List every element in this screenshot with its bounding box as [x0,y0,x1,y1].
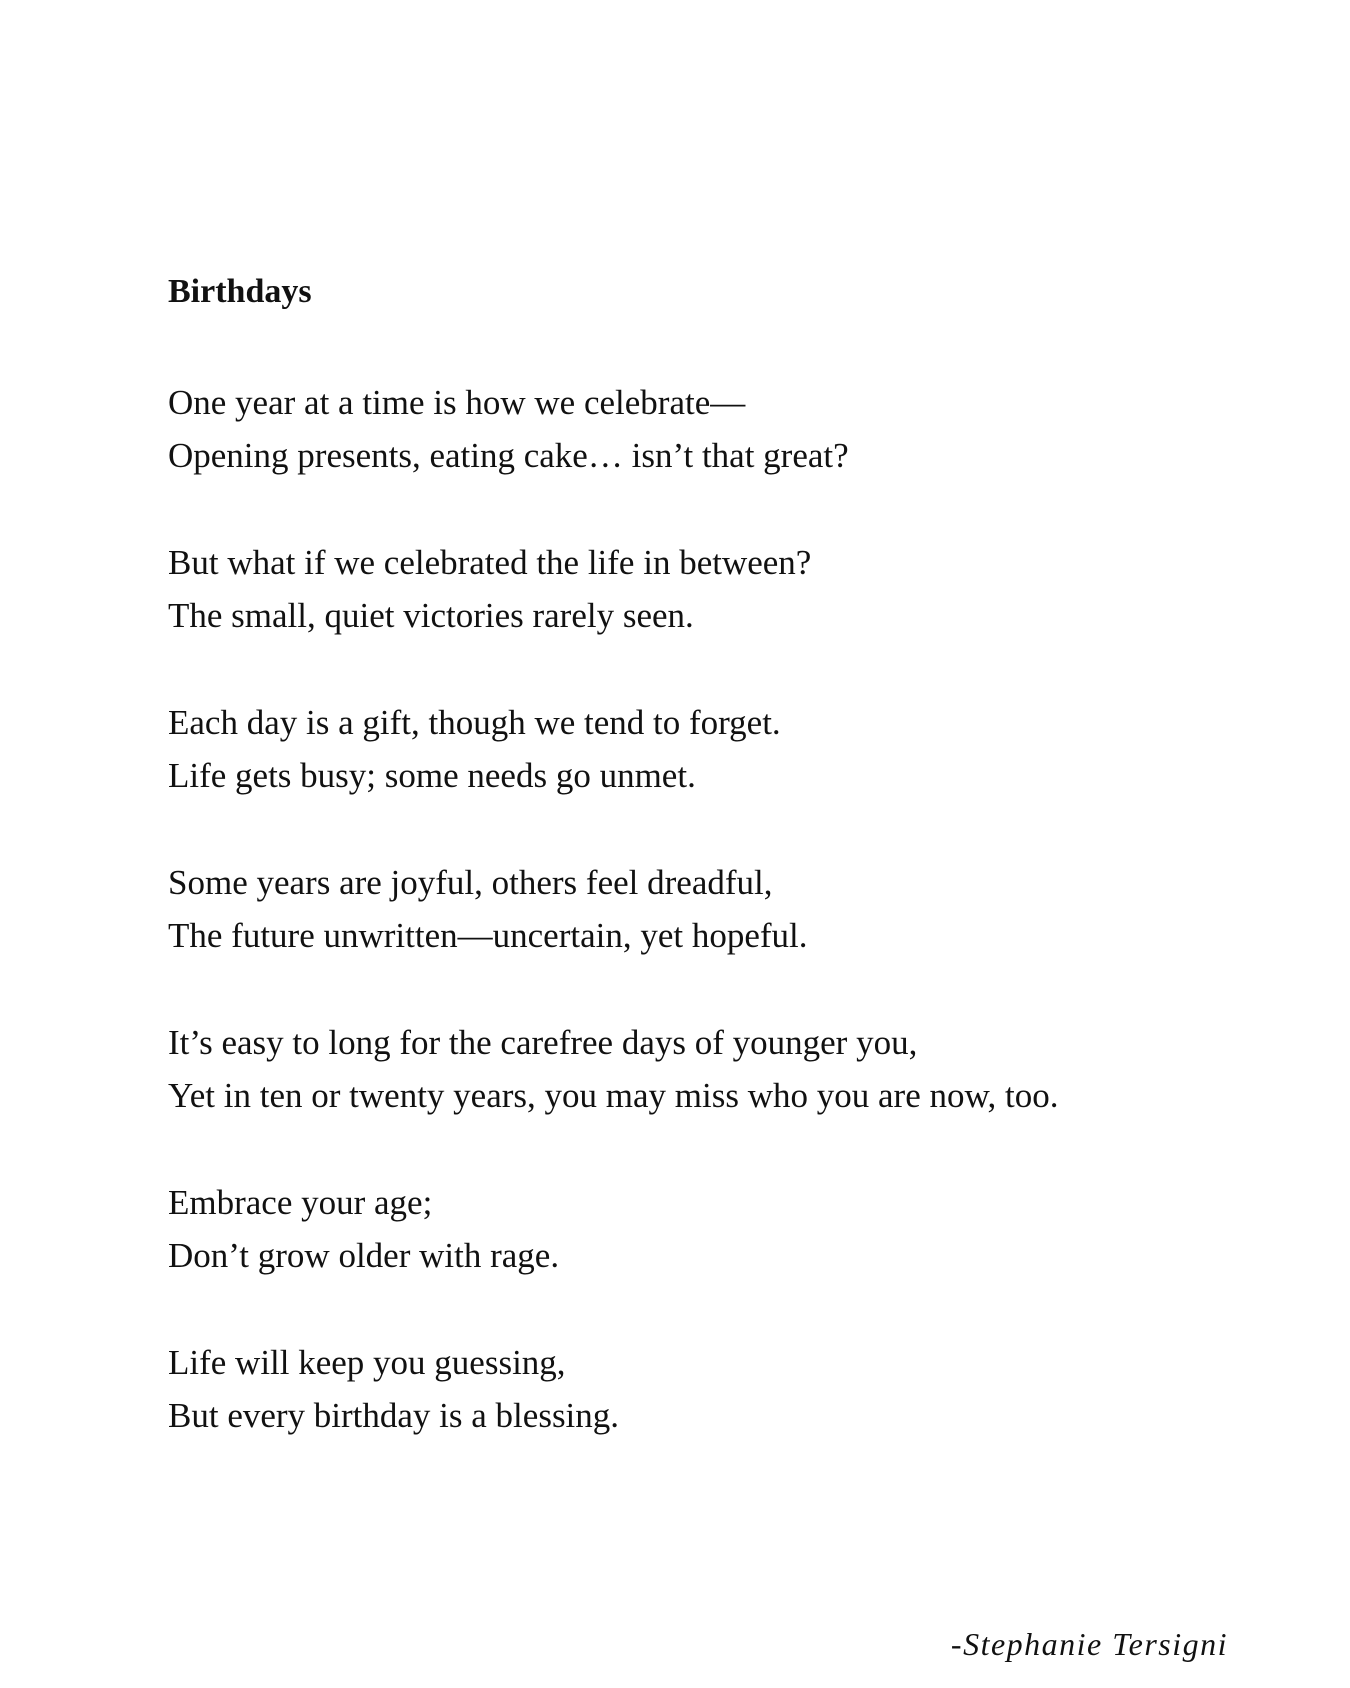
poem-line: But what if we celebrated the life in between? [168,543,812,582]
poem-line: The small, quiet victories rarely seen. [168,596,694,635]
poem-line: Yet in ten or twenty years, you may miss who you are now, too. [168,1076,1059,1115]
poem-title: Birthdays [168,273,312,310]
poem-line: Each day is a gift, though we tend to forget. [168,703,781,742]
stanza [168,536,1268,642]
poem-line: Life gets busy; some needs go unmet. [168,756,696,795]
stanza [168,696,1268,802]
poem-line: Opening presents, eating cake… isn’t that great? [168,436,849,475]
stanza [168,1016,1268,1122]
poem-line: Life will keep you guessing, [168,1343,566,1382]
poem-line: The future unwritten—uncertain, yet hopeful. [168,916,808,955]
poem-line: Embrace your age; [168,1183,433,1222]
stanza [168,1336,1268,1442]
stanza [168,376,1268,482]
stanza [168,856,1268,962]
poem-line: Some years are joyful, others feel dreadful, [168,863,773,902]
poem-body [168,376,1268,1496]
poem-line: It’s easy to long for the carefree days of younger you, [168,1023,918,1062]
author-signature: -Stephanie Tersigni [950,1626,1228,1662]
stanza [168,1176,1268,1282]
poem-line: One year at a time is how we celebrate— [168,383,746,422]
poem-line: But every birthday is a blessing. [168,1396,620,1435]
poem-line: Don’t grow older with rage. [168,1236,560,1275]
